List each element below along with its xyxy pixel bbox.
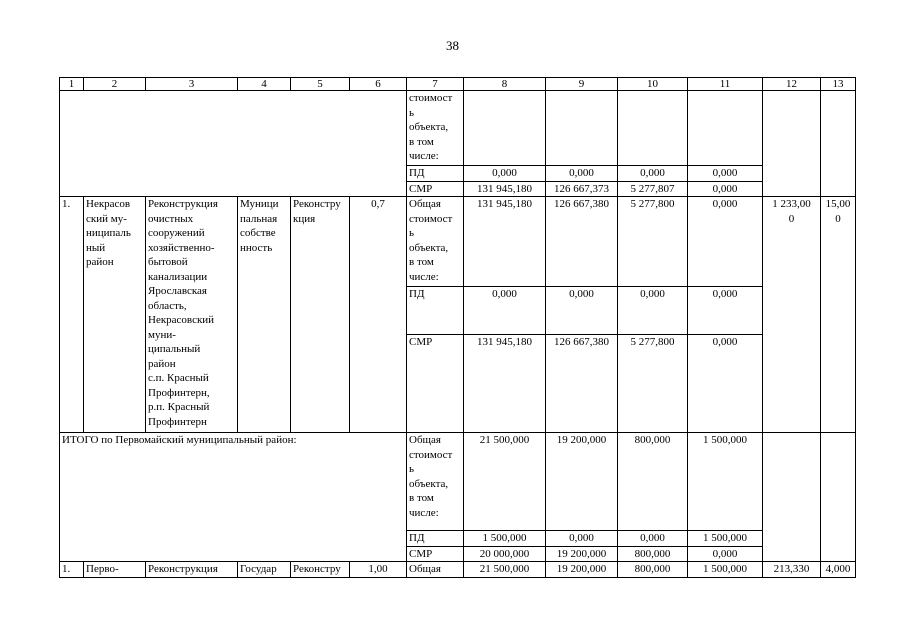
pd-label: ПД xyxy=(407,531,464,547)
value-cell: 1 500,000 xyxy=(464,531,546,547)
value-cell: 21 500,000 xyxy=(464,433,546,531)
ownership-cell: Государ xyxy=(238,562,291,578)
work-type-cell: Реконстру кция xyxy=(291,197,350,433)
header-cell: 10 xyxy=(618,78,688,91)
value-cell: 0,000 xyxy=(546,166,618,182)
value-cell: 1 500,000 xyxy=(688,562,763,578)
value-cell: 213,330 xyxy=(763,562,821,578)
work-type-cell: Реконстру xyxy=(291,562,350,578)
total-label: ИТОГО по Первомайский муниципальный район: xyxy=(60,433,407,562)
value-cell: 126 667,373 xyxy=(546,181,618,197)
header-cell: 1 xyxy=(60,78,84,91)
general-cost-label: Общая стоимост ь объекта, в том числе: xyxy=(407,197,464,287)
municipality-cell: Некрасов ский му- ниципаль ный район xyxy=(84,197,146,433)
value-cell: 0,000 xyxy=(464,166,546,182)
header-cell: 12 xyxy=(763,78,821,91)
value-cell: 0,000 xyxy=(688,181,763,197)
value-cell: 131 945,180 xyxy=(464,197,546,287)
header-cell: 5 xyxy=(291,78,350,91)
value-cell: 19 200,000 xyxy=(546,433,618,531)
general-cost-label: Общая стоимост ь объекта, в том числе: xyxy=(407,433,464,531)
value-cell: 5 277,807 xyxy=(618,181,688,197)
row-number: 1. xyxy=(60,562,84,578)
value-cell: 131 945,180 xyxy=(464,181,546,197)
value-cell: 126 667,380 xyxy=(546,197,618,287)
value-cell: 800,000 xyxy=(618,433,688,531)
value-cell: 800,000 xyxy=(618,546,688,562)
smr-label: СМР xyxy=(407,546,464,562)
value-cell: 15,000 xyxy=(821,197,856,433)
header-row xyxy=(60,78,856,91)
value-cell: 5 277,800 xyxy=(618,197,688,287)
value-cell: 0,000 xyxy=(618,531,688,547)
header-cell: 6 xyxy=(350,78,407,91)
value-cell: 0,000 xyxy=(546,287,618,335)
ownership-cell: Муници пальная собстве нность xyxy=(238,197,291,433)
value-cell: 0,000 xyxy=(618,166,688,182)
value-cell: 0,000 xyxy=(688,197,763,287)
general-cost-label: стоимост ь объекта, в том числе: xyxy=(407,91,464,166)
table-row xyxy=(60,433,856,531)
value-cell: 800,000 xyxy=(618,562,688,578)
value-cell: 1 500,000 xyxy=(688,433,763,531)
value-cell: 0,000 xyxy=(688,546,763,562)
value-cell: 0,000 xyxy=(688,166,763,182)
object-cell: Реконструкция xyxy=(146,562,238,578)
pd-label: ПД xyxy=(407,287,464,335)
value-cell: 20 000,000 xyxy=(464,546,546,562)
table-row xyxy=(60,197,856,287)
header-cell: 9 xyxy=(546,78,618,91)
capacity-cell: 1,00 xyxy=(350,562,407,578)
header-cell: 8 xyxy=(464,78,546,91)
table-row xyxy=(60,91,856,166)
value-cell: 0,000 xyxy=(688,287,763,335)
general-cost-label: Общая xyxy=(407,562,464,578)
value-cell: 0,000 xyxy=(688,335,763,433)
empty-merged-cell xyxy=(60,91,407,197)
capacity-cell: 0,7 xyxy=(350,197,407,433)
value-cell: 21 500,000 xyxy=(464,562,546,578)
table-row xyxy=(60,562,856,578)
value-cell: 19 200,000 xyxy=(546,546,618,562)
object-cell: Реконструкция очистных сооружений хозяйственно- бытовой канализации Ярославская область, Некрасовский муни- ципальный район с.п. Красный Профинтерн, р.п. Красный Профинтерн xyxy=(146,197,238,433)
smr-label: СМР xyxy=(407,181,464,197)
page-number: 38 xyxy=(446,38,459,53)
value-cell: 131 945,180 xyxy=(464,335,546,433)
value-cell: 19 200,000 xyxy=(546,562,618,578)
value-cell: 5 277,800 xyxy=(618,335,688,433)
value-cell: 0,000 xyxy=(546,531,618,547)
value-cell: 1 233,00 0 xyxy=(763,197,821,433)
value-cell: 126 667,380 xyxy=(546,335,618,433)
value-cell: 0,000 xyxy=(464,287,546,335)
value-cell: 1 500,000 xyxy=(688,531,763,547)
value-cell: 0,000 xyxy=(618,287,688,335)
header-cell: 7 xyxy=(407,78,464,91)
header-cell: 4 xyxy=(238,78,291,91)
value-cell: 4,000 xyxy=(821,562,856,578)
smr-label: СМР xyxy=(407,335,464,433)
row-number: 1. xyxy=(60,197,84,433)
header-cell: 11 xyxy=(688,78,763,91)
pd-label: ПД xyxy=(407,166,464,182)
header-cell: 13 xyxy=(821,78,856,91)
investment-table xyxy=(59,77,856,578)
header-cell: 3 xyxy=(146,78,238,91)
header-cell: 2 xyxy=(84,78,146,91)
municipality-cell: Перво- xyxy=(84,562,146,578)
